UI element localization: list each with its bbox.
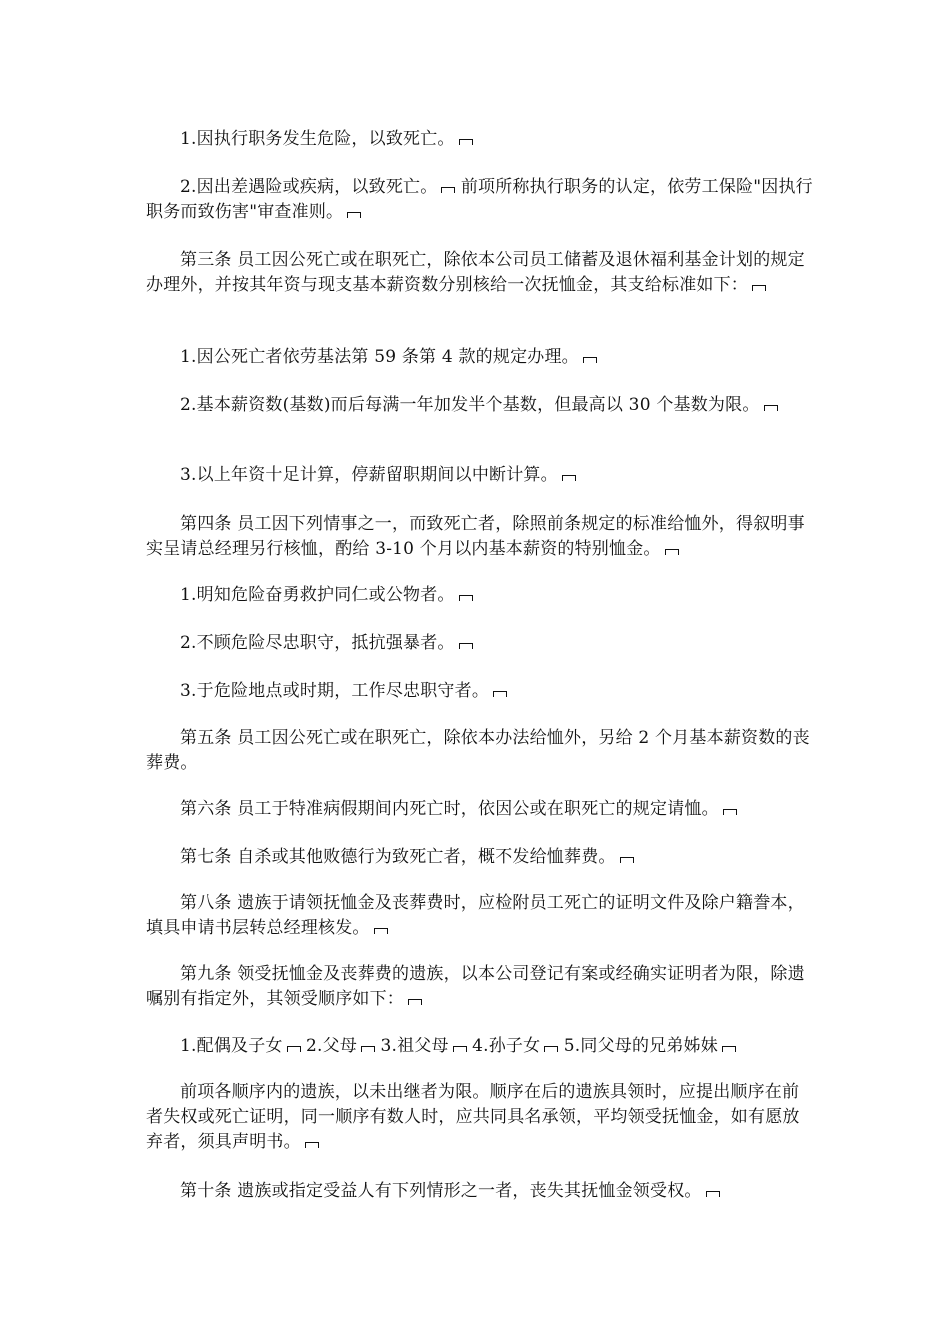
paragraph-mark-icon [583, 357, 597, 363]
paragraph-text: 2.不顾危险尽忠职守，抵抗强暴者。 [180, 633, 455, 653]
paragraph-text: 2.因出差遇险或疾病，以致死亡。 [180, 177, 438, 197]
paragraph-mark-icon [620, 857, 634, 863]
paragraph-mark-icon [544, 1046, 558, 1052]
paragraph-15 [146, 962, 816, 1012]
paragraph-mark-icon [459, 643, 473, 649]
paragraph-3 [146, 248, 816, 298]
paragraph-mark-icon [441, 187, 455, 193]
paragraph-mark-icon [374, 928, 388, 934]
paragraph-12 [146, 797, 816, 822]
paragraph-mark-icon [665, 549, 679, 555]
paragraph-mark-icon [361, 1046, 375, 1052]
paragraph-text: 第五条 员工因公死亡或在职死亡，除依本办法给恤外，另给 2 个月基本薪资数的丧葬费。 [146, 728, 810, 773]
paragraph-1 [146, 127, 816, 152]
paragraph-text: 前项所称执行职务的认定，依劳工保险"因执行职务而致伤害"审查准则。 [146, 177, 813, 222]
paragraph-mark-icon [764, 405, 778, 411]
paragraph-mark-icon [706, 1191, 720, 1197]
paragraph-mark-icon [287, 1046, 301, 1052]
paragraph-16-heir-order [146, 1034, 816, 1059]
paragraph-6 [146, 463, 816, 488]
paragraph-14 [146, 891, 816, 941]
paragraph-mark-icon [722, 1046, 736, 1052]
heir-item: 5.同父母的兄弟姊妹 [563, 1036, 718, 1056]
paragraph-5 [146, 393, 816, 418]
paragraph-mark-icon [459, 139, 473, 145]
paragraph-17 [146, 1080, 816, 1155]
paragraph-text: 第六条 员工于特准病假期间内死亡时，依因公或在职死亡的规定请恤。 [180, 799, 719, 819]
paragraph-text: 3.以上年资十足计算，停薪留职期间以中断计算。 [180, 465, 558, 485]
paragraph-text: 2.基本薪资数(基数)而后每满一年加发半个基数，但最高以 30 个基数为限。 [180, 395, 760, 415]
heir-item: 1.配偶及子女 [180, 1036, 283, 1056]
paragraph-mark-icon [305, 1142, 319, 1148]
paragraph-mark-icon [453, 1046, 467, 1052]
paragraph-mark-icon [752, 285, 766, 291]
paragraph-mark-icon [562, 475, 576, 481]
paragraph-text: 前项各顺序内的遗族，以未出继者为限。顺序在后的遗族具领时，应提出顺序在前者失权或死亡证明，同一顺序有数人时，应共同具名承领，平均领受抚恤金，如有愿放弃者，须具声明书。 [146, 1082, 800, 1152]
paragraph-13 [146, 845, 816, 870]
paragraph-2 [146, 175, 816, 225]
paragraph-text: 第九条 领受抚恤金及丧葬费的遗族，以本公司登记有案或经确实证明者为限，除遗嘱别有指定外，其领受顺序如下： [146, 964, 805, 1009]
paragraph-mark-icon [493, 691, 507, 697]
paragraph-4 [146, 345, 816, 370]
paragraph-text: 3.于危险地点或时期，工作尽忠职守者。 [180, 681, 490, 701]
paragraph-mark-icon [723, 809, 737, 815]
paragraph-text: 1.因执行职务发生危险，以致死亡。 [180, 129, 455, 149]
paragraph-7 [146, 512, 816, 562]
heir-item: 2.父母 [306, 1036, 358, 1056]
heir-item: 4.孙子女 [472, 1036, 541, 1056]
paragraph-text: 第十条 遗族或指定受益人有下列情形之一者，丧失其抚恤金领受权。 [180, 1181, 702, 1201]
paragraph-text: 1.明知危险奋勇救护同仁或公物者。 [180, 585, 455, 605]
heir-item: 3.祖父母 [380, 1036, 449, 1056]
paragraph-18 [146, 1179, 816, 1204]
paragraph-11 [146, 726, 816, 776]
paragraph-mark-icon [408, 999, 422, 1005]
paragraph-text: 第三条 员工因公死亡或在职死亡，除依本公司员工储蓄及退休福利基金计划的规定办理外，并按其年资与现支基本薪资数分别核给一次抚恤金，其支给标准如下： [146, 250, 805, 295]
paragraph-text: 第四条 员工因下列情事之一，而致死亡者，除照前条规定的标准给恤外，得叙明事实呈请总经理另行核恤，酌给 3-10 个月以内基本薪资的特别恤金。 [146, 514, 805, 559]
paragraph-9 [146, 631, 816, 656]
paragraph-text: 第七条 自杀或其他败德行为致死亡者，概不发给恤葬费。 [180, 847, 616, 867]
paragraph-text: 第八条 遗族于请领抚恤金及丧葬费时，应检附员工死亡的证明文件及除户籍誊本，填具申请书层转总经理核发。 [146, 893, 805, 938]
paragraph-mark-icon [347, 212, 361, 218]
paragraph-text: 1.因公死亡者依劳基法第 59 条第 4 款的规定办理。 [180, 347, 579, 367]
paragraph-8 [146, 583, 816, 608]
paragraph-10 [146, 679, 816, 704]
paragraph-mark-icon [459, 595, 473, 601]
